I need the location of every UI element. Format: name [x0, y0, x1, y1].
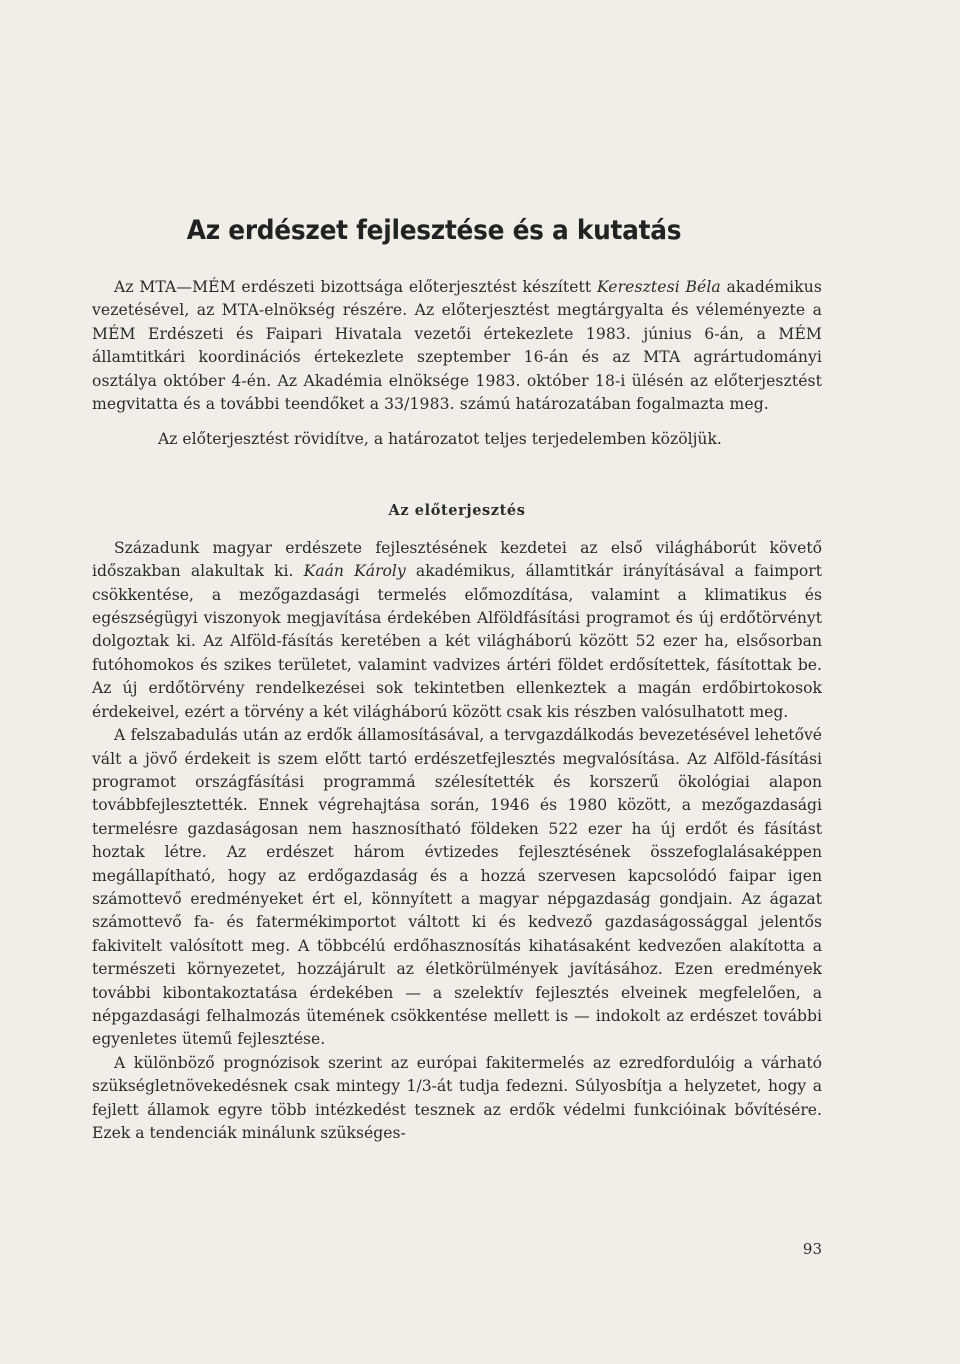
body-paragraph-3: A különböző prognózisok szerint az európai fakitermelés az ezredfordulóig a várható szükségletnövekedésnek csak mintegy 1/3-át tudja fedezni. Súlyosbítja a helyzetet, hogy a fejlett államok egyre több intézkedést tesznek az erdők védelmi funkcióinak bővítésére. Ezek a tendenciák minálunk szükséges- [92, 1053, 822, 1142]
intro-text-end: akadémikus vezetésével, az MTA-elnökség részére. Az előterjesztést megtárgyalta és véleményezte a MÉM Erdészeti és Faipari Hivatala vezetői értekezlete 1983. június 6-án, a MÉM államtitkári koordinációs értekezlete szeptember 16-án és az MTA agrártudományi osztálya október 4-én. Az Akadémia elnöksége 1983. október 18-i ülésén az előterjesztést megvitatta és a további teendőket a 33/1983. számú határozatában fogalmazta meg. [92, 278, 822, 414]
intro-paragraph [92, 276, 822, 416]
person-name: Kaán Károly [303, 562, 406, 581]
para1-text-start: Századunk magyar erdészete fejlesztésének kezdetei az első világháborút követő időszakban alakultak ki. [92, 538, 822, 581]
body-paragraph-1 [92, 537, 822, 724]
page-number: 93 [802, 1240, 822, 1258]
intro-text-start: Az MTA—MÉM erdészeti bizottsága előterjesztést készített [114, 278, 597, 296]
editorial-note: Az előterjesztést rövidítve, a határozatot teljes terjedelemben közöljük. [158, 430, 722, 449]
body-paragraph-2: A felszabadulás után az erdők államosításával, a tervgazdálkodás bevezetésével lehetővé vált a jövő érdekeit is szem előtt tartó erdészetfejlesztés megvalósítása. Az Alföld-fásítási programot országfásítási programmá szélesítették és korszerű ökológiai alapon továbbfejlesztették. Ennek végrehajtása során, 1946 és 1980 között, a mezőgazdasági termelésre gazdaságosan nem hasznosítható földeken 522 ezer ha új erdőt és fásítást hoztak létre. Az erdészet három évtizedes fejlesztésének összefoglalásaképpen megállapítható, hogy az erdőgazdaság és a hozzá szervesen kapcsolódó faipar igen számottevő eredményeket ért el, könnyített a magyar népgazdaság gondjain. Az ágazat számottevő fa- és fatermékimportot váltott ki és kedvező gazdaságossággal jelentős fakivitelt valósított meg. A többcélú erdőhasznosítás kihatásaként kedvezően alakította a természeti környezetet, hozzájárult az életkörülmények javításához. Ezen eredmények további kibontakoztatása érdekében — a szelektív fejlesztés elveinek megfelelően, a népgazdasági felhalmozás ütemének csökkentése mellett is — indokolt az erdészet további egyenletes ütemű fejlesztése. [92, 726, 822, 1049]
author-name: Keresztesi Béla [596, 278, 721, 296]
section-heading: Az előterjesztés [388, 501, 526, 519]
para1-text-end: akadémikus, államtitkár irányításával a faimport csökkentése, a mezőgazdasági termelés előmozdítása, valamint a klimatikus és egészségügyi viszonyok megjavítása érdekében Alföldfásítási programot és új erdőtörvényt dolgoztak ki. Az Alföld-fásítás keretében a két világháború között 52 ezer ha, elsősorban futóhomokos és szikes területet, valamint vadvizes ártéri földet erdősítettek, fásítottak be. Az új erdőtörvény rendelkezései sok tekintetben ellenkeztek a magán erdőbirtokosok érdekeivel, ezért a törvény a két világháború között csak kis részben valósulhatott meg. [92, 562, 822, 721]
page-title: Az erdészet fejlesztése és a kutatás [186, 215, 682, 246]
